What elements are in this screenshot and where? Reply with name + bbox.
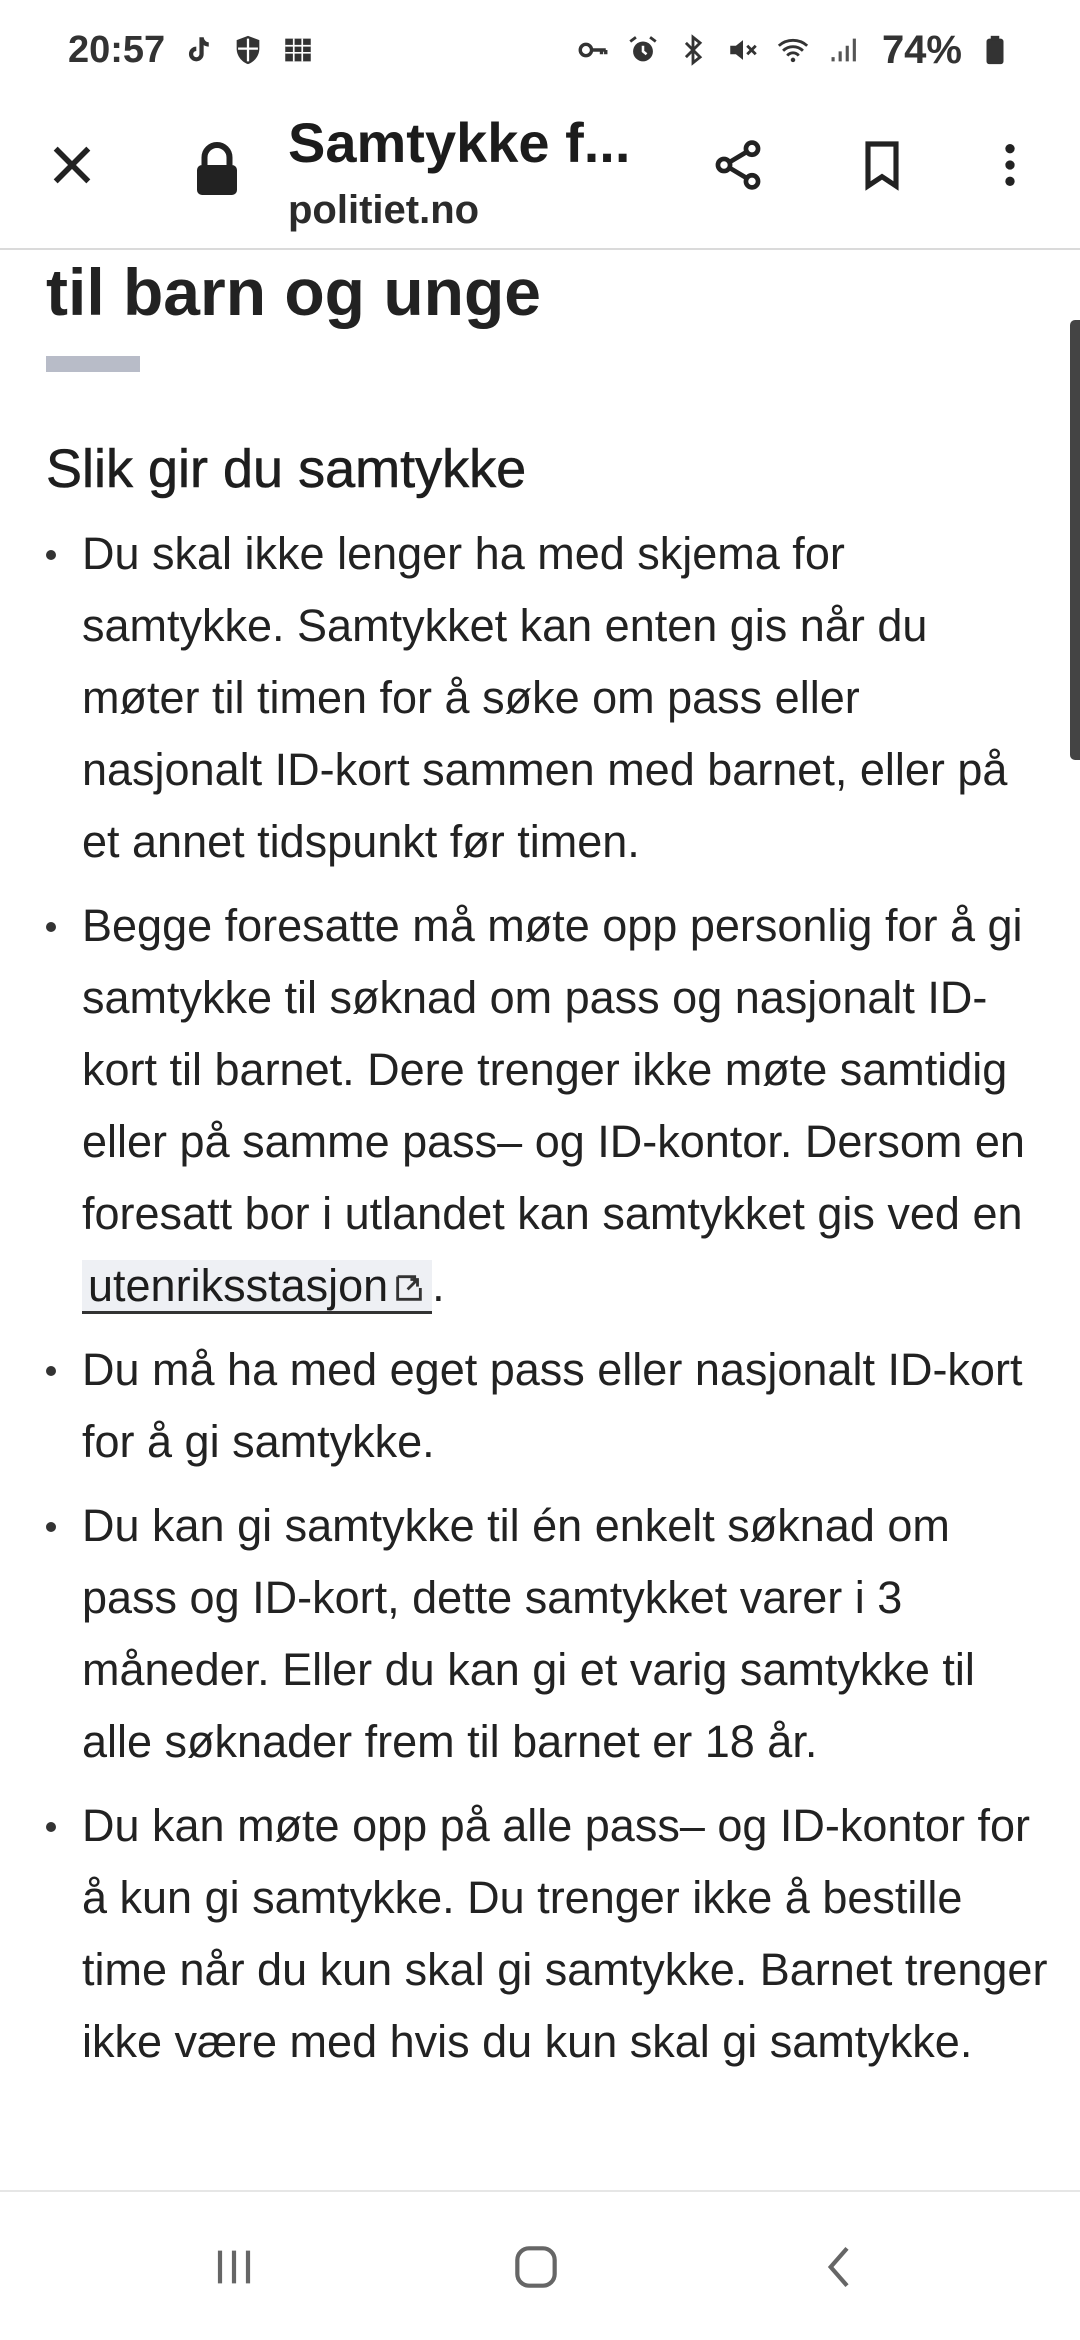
- back-icon: [812, 2239, 868, 2295]
- custom-tab-toolbar: [0, 100, 1080, 250]
- status-left: [68, 29, 315, 72]
- link-label: utenriksstasjon: [88, 1260, 389, 1311]
- list-item: Du kan gi samtykke til én enkelt søknad om pass og ID-kort, dette samtykket varer i 3 måneder. Eller du kan gi et varig samtykke til alle søknader frem til barnet er 18 år.: [46, 1490, 1050, 1778]
- utenriksstasjon-link[interactable]: [82, 1260, 432, 1314]
- bullet-list: [46, 518, 1050, 2078]
- list-item: Du må ha med eget pass eller nasjonalt ID-kort for å gi samtykke.: [46, 1334, 1050, 1478]
- back-button[interactable]: [800, 2227, 880, 2307]
- mute-icon: [726, 33, 760, 67]
- close-icon: [44, 137, 100, 193]
- bluetooth-icon: [676, 33, 710, 67]
- home-button[interactable]: [496, 2227, 576, 2307]
- external-link-icon: [392, 1271, 426, 1305]
- home-icon: [508, 2239, 564, 2295]
- page-content: [0, 250, 1080, 2190]
- list-item: Du kan møte opp på alle pass– og ID-kontor for å kun gi samtykke. Du trenger ikke å bestille time når du kun skal gi samtykke. Barnet trenger ikke være med hvis du kun skal gi samtykke.: [46, 1790, 1050, 2078]
- tiktok-icon: [181, 33, 215, 67]
- alarm-icon: [626, 33, 660, 67]
- status-right: [576, 28, 1012, 73]
- shield-icon: [231, 33, 265, 67]
- scrollbar[interactable]: [1070, 320, 1080, 760]
- title-block[interactable]: [288, 104, 648, 233]
- more-vert-icon: [982, 137, 1038, 193]
- share-button[interactable]: [698, 125, 778, 205]
- status-time: 20:57: [68, 28, 166, 71]
- page-domain: politiet.no: [288, 188, 480, 232]
- recents-button[interactable]: [194, 2227, 274, 2307]
- list-item: [46, 890, 1050, 1322]
- battery-percent: 74%: [881, 27, 962, 72]
- bookmark-icon: [854, 137, 910, 193]
- signal-icon: [826, 33, 860, 67]
- recents-icon: [206, 2239, 262, 2295]
- list-item: Du skal ikke lenger ha med skjema for samtykke. Samtykket kan enten gis når du møter til timen for å søke om pass eller nasjonalt ID-kort sammen med barnet, eller på et annet tidspunkt før timen.: [46, 518, 1050, 878]
- article-heading: til barn og unge: [46, 255, 541, 329]
- list-item-text: Begge foresatte må møte opp personlig for å gi samtykke til søknad om pass og nasjonalt ID-kort til barnet. Dere trenger ikke møte samtidig eller på samme pass– og ID-kontor. Dersom en foresatt bor i utlandet kan samtykket gis ved en: [82, 900, 1025, 1239]
- wifi-icon: [776, 33, 810, 67]
- lock-icon[interactable]: [192, 140, 242, 200]
- heading-underline: [46, 356, 140, 372]
- key-icon: [576, 33, 610, 67]
- list-item-text: .: [432, 1260, 445, 1311]
- section-heading: Slik gir du samtykke: [46, 439, 527, 499]
- more-options-button[interactable]: [970, 125, 1050, 205]
- status-bar: [0, 0, 1080, 100]
- grid-icon: [281, 33, 315, 67]
- system-nav-bar: [0, 2190, 1080, 2340]
- battery-icon: [978, 33, 1012, 67]
- close-button[interactable]: [32, 125, 112, 205]
- bookmark-button[interactable]: [842, 125, 922, 205]
- page-title: Samtykke f...: [288, 111, 631, 174]
- share-icon: [710, 137, 766, 193]
